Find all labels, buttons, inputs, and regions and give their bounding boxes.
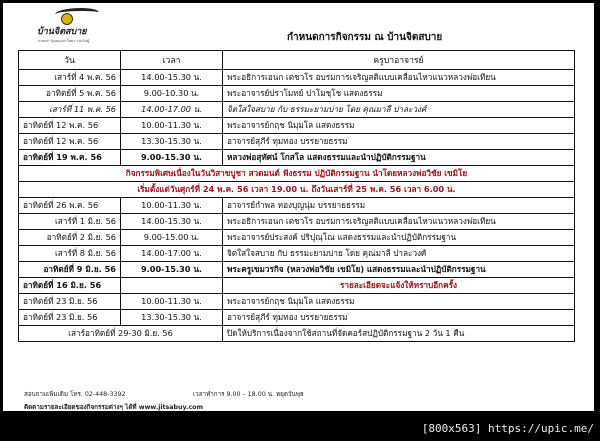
day-cell: เสาร์ที่ 4 พ.ค. 56 bbox=[19, 70, 121, 86]
time-cell: 9.00-10.30 น. bbox=[121, 86, 223, 102]
table-row bbox=[19, 118, 575, 134]
header-teacher: ครูบาอาจารย์ bbox=[223, 51, 575, 70]
contact-phone: สอบถามเพิ่มเติม โทร. 02-448-3392 bbox=[24, 391, 126, 398]
special-event-text: กิจกรรมพิเศษเนื่องในวันวิสาขบูชา สวดมนต์ ฟังธรรม ปฏิบัติกรรมฐาน นำโดยหลวงพ่อวิชัย เขมิโย bbox=[19, 166, 575, 182]
table-row bbox=[19, 214, 575, 230]
time-cell: 10.00-11.30 น. bbox=[121, 294, 223, 310]
office-hours: เวลาทำการ 9.00 – 18.00 น. หยุดวันพุธ bbox=[193, 391, 304, 398]
special-event-date-row bbox=[19, 182, 575, 198]
time-cell: 14.00-17.00 น. bbox=[121, 246, 223, 262]
table-row bbox=[19, 278, 575, 294]
teacher-cell: จิตใสใจสบาย กับ ธรรมะยามบ่าย โดย คุณมาลี ปาละวงศ์ bbox=[223, 246, 575, 262]
teacher-cell: พระอธิการเอนก เตชวโร อบรมการเจริญสติแบบเคลื่อนไหวแนวหลวงพ่อเทียน bbox=[223, 214, 575, 230]
table-row bbox=[19, 86, 575, 102]
teacher-cell: พระอธิการเอนก เตชวโร อบรมการเจริญสติแบบเคลื่อนไหวแนวหลวงพ่อเทียน bbox=[223, 70, 575, 86]
day-cell: อาทิตย์ที่ 23 มิ.ย. 56 bbox=[19, 294, 121, 310]
header-day: วัน bbox=[19, 51, 121, 70]
table-row bbox=[19, 326, 575, 342]
teacher-cell: พระอาจารย์ประสงค์ ปริปุณฺโณ แสดงธรรมและนำปฏิบัติกรรมฐาน bbox=[223, 230, 575, 246]
day-cell: เสาร์ที่ 8 มิ.ย. 56 bbox=[19, 246, 121, 262]
time-cell: 10.00-11.30 น. bbox=[121, 118, 223, 134]
time-cell: 9.00-15.00 น. bbox=[121, 230, 223, 246]
watermark: [800x563] https://upic.me/ bbox=[421, 422, 594, 435]
website-note: ติดตามรายละเอียดของกิจกรรมต่างๆ ได้ที่ www.jitsabuy.com bbox=[24, 404, 204, 411]
time-cell: 14.00-15.30 น. bbox=[121, 214, 223, 230]
teacher-cell: อาจารย์กำพล ทองบุญนุ่ม บรรยายธรรม bbox=[223, 198, 575, 214]
logo-tagline: ภาพเก่า ปุ่มของเก่าใหม่ๆ ร่วมกันผู้ bbox=[38, 39, 90, 43]
time-cell: 13.30-15.30 น. bbox=[121, 310, 223, 326]
page-title: กำหนดการกิจกรรม ณ บ้านจิตสบาย bbox=[287, 32, 443, 43]
teacher-cell: รายละเอียดจะแจ้งให้ทราบอีกครั้ง bbox=[223, 278, 575, 294]
schedule-table bbox=[18, 50, 575, 342]
table-row bbox=[19, 102, 575, 118]
logo-name: บ้านจิตสบาย bbox=[37, 27, 87, 37]
day-cell: อาทิตย์ที่ 19 พ.ค. 56 bbox=[19, 150, 121, 166]
logo bbox=[37, 7, 99, 45]
day-cell: อาทิตย์ที่ 12 พ.ค. 56 bbox=[19, 134, 121, 150]
teacher-cell: พระอาจารย์กฤช นิมฺมโล แสดงธรรม bbox=[223, 294, 575, 310]
teacher-cell: อาจารย์สุภีร์ ทุมทอง บรรยายธรรม bbox=[223, 310, 575, 326]
time-cell: 9.00-15.30 น. bbox=[121, 150, 223, 166]
teacher-cell: พระอาจารย์ปราโมทย์ ปาโมชฺโช แสดงธรรม bbox=[223, 86, 575, 102]
special-event-date: เริ่มตั้งแต่วันศุกร์ที่ 24 พ.ค. 56 เวลา 19.00 น. ถึงวันเสาร์ที่ 25 พ.ค. 56 เวลา 6.00 น. bbox=[19, 182, 575, 198]
table-row bbox=[19, 310, 575, 326]
table-row bbox=[19, 134, 575, 150]
day-cell: อาทิตย์ที่ 2 มิ.ย. 56 bbox=[19, 230, 121, 246]
teacher-cell: พระครูเขมวรกิจ (หลวงพ่อวิชัย เขมิโย) แสดงธรรมและนำปฏิบัติกรรมฐาน bbox=[223, 262, 575, 278]
table-row bbox=[19, 246, 575, 262]
time-cell: 14.00-15.30 น. bbox=[121, 70, 223, 86]
teacher-cell: ปิดให้บริการเนื่องจากใช้สถานที่จัดคอร์สปฏิบัติกรรมฐาน 2 วัน 1 คืน bbox=[223, 326, 575, 342]
header-time: เวลา bbox=[121, 51, 223, 70]
day-cell: อาทิตย์ที่ 9 มิ.ย. 56 bbox=[19, 262, 121, 278]
time-cell bbox=[121, 278, 223, 294]
table-row bbox=[19, 262, 575, 278]
day-cell: อาทิตย์ที่ 26 พ.ค. 56 bbox=[19, 198, 121, 214]
teacher-cell: อาจารย์สุภีร์ ทุมทอง บรรยายธรรม bbox=[223, 134, 575, 150]
time-cell: 9.00-15.30 น. bbox=[121, 262, 223, 278]
day-cell: อาทิตย์ที่ 5 พ.ค. 56 bbox=[19, 86, 121, 102]
table-row bbox=[19, 230, 575, 246]
teacher-cell: หลวงพ่อสุทัศน์ โกสโล แสดงธรรมและนำปฏิบัติกรรมฐาน bbox=[223, 150, 575, 166]
time-cell: 13.30-15.30 น. bbox=[121, 134, 223, 150]
day-cell: เสาร์อาทิตย์ที่ 29-30 มิ.ย. 56 bbox=[19, 326, 223, 342]
day-cell: เสาร์ที่ 1 มิ.ย. 56 bbox=[19, 214, 121, 230]
time-cell: 14.00-17.00 น. bbox=[121, 102, 223, 118]
table-row bbox=[19, 150, 575, 166]
time-cell: 10.00-11.30 น. bbox=[121, 198, 223, 214]
teacher-cell: จิตใสใจสบาย กับ ธรรมะยามบ่าย โดย คุณมาลี ปาละวงศ์ bbox=[223, 102, 575, 118]
table-row bbox=[19, 294, 575, 310]
day-cell: อาทิตย์ที่ 12 พ.ค. 56 bbox=[19, 118, 121, 134]
day-cell: อาทิตย์ที่ 16 มิ.ย. 56 bbox=[19, 278, 121, 294]
special-event-row bbox=[19, 166, 575, 182]
table-row bbox=[19, 70, 575, 86]
day-cell: เสาร์ที่ 11 พ.ค. 56 bbox=[19, 102, 121, 118]
table-row bbox=[19, 198, 575, 214]
day-cell: อาทิตย์ที่ 23 มิ.ย. 56 bbox=[19, 310, 121, 326]
teacher-cell: พระอาจารย์กฤช นิมฺมโล แสดงธรรม bbox=[223, 118, 575, 134]
table-header-row bbox=[19, 51, 575, 70]
